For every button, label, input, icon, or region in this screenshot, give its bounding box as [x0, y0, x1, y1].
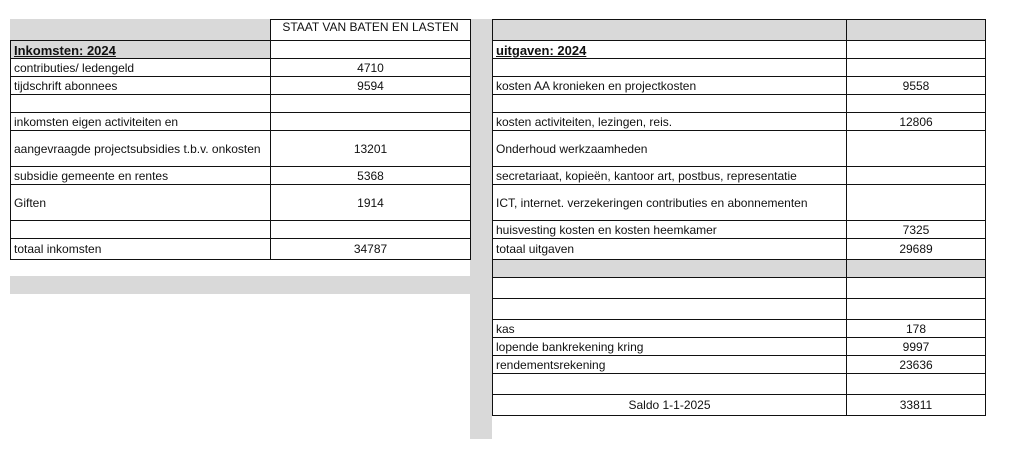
expenses-row-label: huisvesting kosten en kosten heemkamer: [493, 221, 847, 239]
left-bottom-shade: [10, 276, 470, 294]
expenses-row-value: [847, 95, 986, 113]
income-blank-title-cell: [11, 20, 271, 41]
income-row-value: 5368: [271, 167, 471, 185]
expenses-row-label: kosten AA kronieken en projectkosten: [493, 77, 847, 95]
balance-row-label: [493, 374, 847, 395]
expenses-row-label: kosten activiteiten, lezingen, reis.: [493, 113, 847, 131]
expenses-row-label: ICT, internet. verzekeringen contributies en abonnementen: [493, 185, 847, 221]
income-row-label: contributies/ ledengeld: [11, 59, 271, 77]
expenses-total-value: 29689: [847, 239, 986, 260]
income-row-value: 13201: [271, 131, 471, 167]
income-row-label: inkomsten eigen activiteiten en: [11, 113, 271, 131]
income-row-label: [11, 95, 271, 113]
expenses-table: [492, 19, 986, 416]
middle-gap-shade: [470, 19, 492, 439]
expenses-row-value: [847, 260, 986, 278]
expenses-row-label: [493, 95, 847, 113]
statement-title: STAAT VAN BATEN EN LASTEN: [271, 20, 471, 41]
balance-row-label: lopende bankrekening kring: [493, 338, 847, 356]
income-total-label: totaal inkomsten: [11, 239, 271, 260]
expenses-row-value: [847, 185, 986, 221]
income-row-label: [11, 221, 271, 239]
income-row-value: 9594: [271, 77, 471, 95]
expenses-row-value: 7325: [847, 221, 986, 239]
expenses-total-label: totaal uitgaven: [493, 239, 847, 260]
expenses-row-label: [493, 260, 847, 278]
balance-row-value: 23636: [847, 356, 986, 374]
expenses-title-cell: [493, 20, 847, 41]
expenses-row-value: [847, 131, 986, 167]
income-row-value: [271, 113, 471, 131]
expenses-row-value: [847, 278, 986, 299]
expenses-row-value: 9558: [847, 77, 986, 95]
balance-row-label: kas: [493, 320, 847, 338]
income-row-label: Giften: [11, 185, 271, 221]
expenses-row-value: [847, 299, 986, 320]
expenses-header-value: [847, 41, 986, 59]
balance-row-label: rendementsrekening: [493, 356, 847, 374]
expenses-row-label: [493, 278, 847, 299]
expenses-title-value: [847, 20, 986, 41]
income-row-value: 1914: [271, 185, 471, 221]
expenses-row-label: [493, 299, 847, 320]
expenses-row-label: [493, 59, 847, 77]
saldo-value: 33811: [847, 395, 986, 416]
income-row-label: subsidie gemeente en rentes: [11, 167, 271, 185]
income-total-value: 34787: [271, 239, 471, 260]
expenses-header: uitgaven: 2024: [493, 41, 847, 59]
expenses-row-value: [847, 167, 986, 185]
expenses-row-value: [847, 59, 986, 77]
saldo-label: Saldo 1-1-2025: [493, 395, 847, 416]
expenses-row-value: 12806: [847, 113, 986, 131]
expenses-row-label: secretariaat, kopieën, kantoor art, postbus, representatie: [493, 167, 847, 185]
income-row-value: 4710: [271, 59, 471, 77]
income-row-label: tijdschrift abonnees: [11, 77, 271, 95]
balance-row-value: 178: [847, 320, 986, 338]
income-row-value: [271, 221, 471, 239]
income-row-value: [271, 95, 471, 113]
income-header-value: [271, 41, 471, 59]
balance-row-value: [847, 374, 986, 395]
balance-row-value: 9997: [847, 338, 986, 356]
income-header: Inkomsten: 2024: [11, 41, 271, 59]
income-row-label: aangevraagde projectsubsidies t.b.v. onkosten: [11, 131, 271, 167]
income-table: [10, 19, 471, 260]
expenses-row-label: Onderhoud werkzaamheden: [493, 131, 847, 167]
